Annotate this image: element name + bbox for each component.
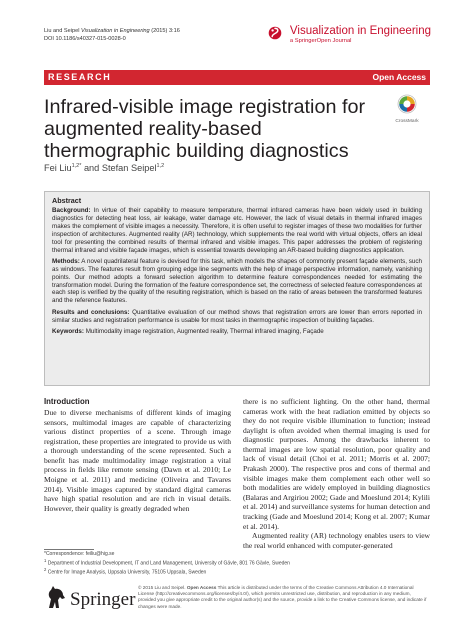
body-column-left [44, 397, 231, 513]
license-text: This article is distributed under the terms of the Creative Commons Attribution 4.0 International License (http://creativecommons.org/licenses/by/4.0/), which permits unrestricted use, distribution, and reproduction in any medium, provided you give appropriate credit to the original author(s) and the source, provide a link to the Creative Commons license, and indicate if changes were made. [138, 585, 427, 609]
author-list [44, 163, 164, 173]
crossmark-icon [397, 101, 417, 118]
journal-publisher: a SpringerOpen Journal [289, 38, 352, 44]
body-column-right [243, 397, 430, 550]
citation-volume: (2015) 3:16 [151, 28, 180, 34]
springer-wordmark: Springer [70, 589, 136, 610]
author-affiliation-mark: 1,2 [156, 162, 165, 169]
citation-header [44, 27, 180, 43]
article-type-label: RESEARCH [48, 72, 112, 82]
springer-horse-icon [44, 597, 68, 614]
doi: DOI 10.1186/s40327-015-0028-0 [44, 36, 126, 42]
abstract-section-text: In virtue of their capability to measure temperature, thermal infrared cameras have been widely used in building diagnostics for detecting heat loss, air leakage, water damage etc. However, the lack of visual details in thermal infrared images makes the complement of visible images a necessity. Therefore, it is often useful to register images of these two modalities for further inspection of architectures. Augmented reality (AR) technology, which supplements the real world with virtual objects, offers an ideal tool for presenting the combined results of thermal infrared and visible images. This paper addresses the problem of registering thermal infrared and visible façade images, which is essential towards developing an AR-based building diagnostics application. [52, 207, 422, 254]
affiliation-note [44, 567, 290, 576]
abstract-keywords [52, 328, 422, 336]
abstract-heading: Abstract [52, 196, 82, 205]
author-affiliation-mark: 1,2* [71, 162, 82, 169]
abstract-section-text: Quantitative evaluation of our method shows that registration errors are lower than errors reported in similar studies and registration performance is usable for most tasks in thermographic inspection of building façades. [52, 308, 422, 324]
journal-name: Visualization in Engineering [289, 25, 431, 37]
abstract-section-label: Results and conclusions: [52, 308, 130, 316]
abstract-results [52, 309, 422, 325]
affiliation-note [44, 558, 290, 567]
springer-logo [44, 584, 136, 615]
springeropen-logo-icon [268, 26, 282, 45]
footnote-divider [44, 549, 94, 550]
citation-journal: Visualization in Engineering [81, 28, 150, 34]
section-heading: Introduction [44, 397, 90, 406]
crossmark-label: CrossMark [395, 119, 419, 124]
abstract-methods [52, 258, 422, 305]
author-conjunction: and [83, 163, 100, 173]
copyright-text: © 2015 Liu and Seipel. [138, 585, 186, 590]
journal-brand [268, 25, 431, 45]
author-name[interactable]: Stefan Seipel [101, 163, 157, 173]
author-name[interactable]: Fei Liu [44, 163, 72, 173]
abstract-section-label: Methods: [52, 257, 80, 265]
citation-authors: Liu and Seipel [44, 28, 80, 34]
keywords-text: Multimodality image registration, Augmented reality, Thermal infrared imaging, Façade [85, 327, 324, 335]
abstract-box [44, 191, 430, 386]
abstract-section-text: A novel quadrilateral feature is devised for this task, which models the shapes of commonly present façade elements, such as windows. The features result from grouping edge line segments with the help of image perspective information, namely, vanishing points. Our method adopts a forward selection algorithm to determine feature correspondences needed for estimating the transformation model. During the formation of the feature correspondence set, the correctness of selected feature correspondences at each step is verified by the quality of the resulting registration, which is based on the ratio of areas between the transformed features and the reference features. [52, 257, 422, 305]
article-title: Infrared-visible image registration for augmented reality-based thermographic building diagnostics [44, 96, 366, 162]
license-notice [138, 585, 430, 610]
crossmark-button[interactable] [383, 94, 431, 125]
open-access-tag: Open Access [186, 585, 217, 590]
abstract-section-label: Background: [52, 207, 91, 214]
body-paragraph: Due to diverse mechanisms of different kinds of imaging sensors, multimodal images are capable of characterizing various distinct properties of a scene. Through image registration, these properties are integrated to provide us with a thorough understanding of the scene represented. Such a benefit has made multimodality image registration a vital process in fields like remote sensing (Dawn et al. 2010; Le Moigne et al. 2011) and medicine (Oliveira and Tavares 2014). Visible images captured by standard digital cameras have high spatial resolution and are rich in visual details. However, their quality is greatly degraded when [44, 408, 231, 513]
citation-line [44, 27, 180, 35]
affiliation-text: Centre for Image Analysis, Uppsala University, 75105 Uppsala, Sweden [47, 569, 207, 576]
correspondence-note: *Correspondence: feiliu@hig.se [44, 551, 115, 557]
affiliation-number: 1 [44, 557, 47, 563]
open-access-label: Open Access [372, 72, 426, 82]
abstract-section-label: Keywords: [52, 327, 84, 335]
footnotes [44, 551, 290, 576]
abstract-background [52, 207, 422, 254]
affiliation-text: Department of Industrial Development, IT and Land Management, University of Gävle, 801 76 Gävle, Sweden [47, 560, 290, 567]
affiliation-number: 2 [44, 566, 47, 572]
body-paragraph: there is no sufficient lighting. On the other hand, thermal cameras work with the heat radiation emitted by objects so they do not require visible illumination to function; instead daylight is often avoided when thermal imaging is used for diagnostic purposes. Among the drawbacks inherent to thermal images are low spatial resolution, poor quality and lack of visual detail (Choi et al. 2011; Morris et al. 2007; Prakash 2000). The respective pros and cons of thermal and visible images make them complement each other well so both modalities are widely employed in building diagnostics (Balaras and Argiriou 2002; Gade and Moeslund 2014; Kylili et al. 2014) and surveillance systems for human detection and tracking (Gade and Moeslund 2014; Kong et al. 2007; Kumar et al. 2014). [243, 397, 430, 531]
article-type-banner [44, 70, 430, 85]
body-paragraph: Augmented reality (AR) technology enables users to view the real world enhanced with computer-generated [243, 531, 430, 550]
